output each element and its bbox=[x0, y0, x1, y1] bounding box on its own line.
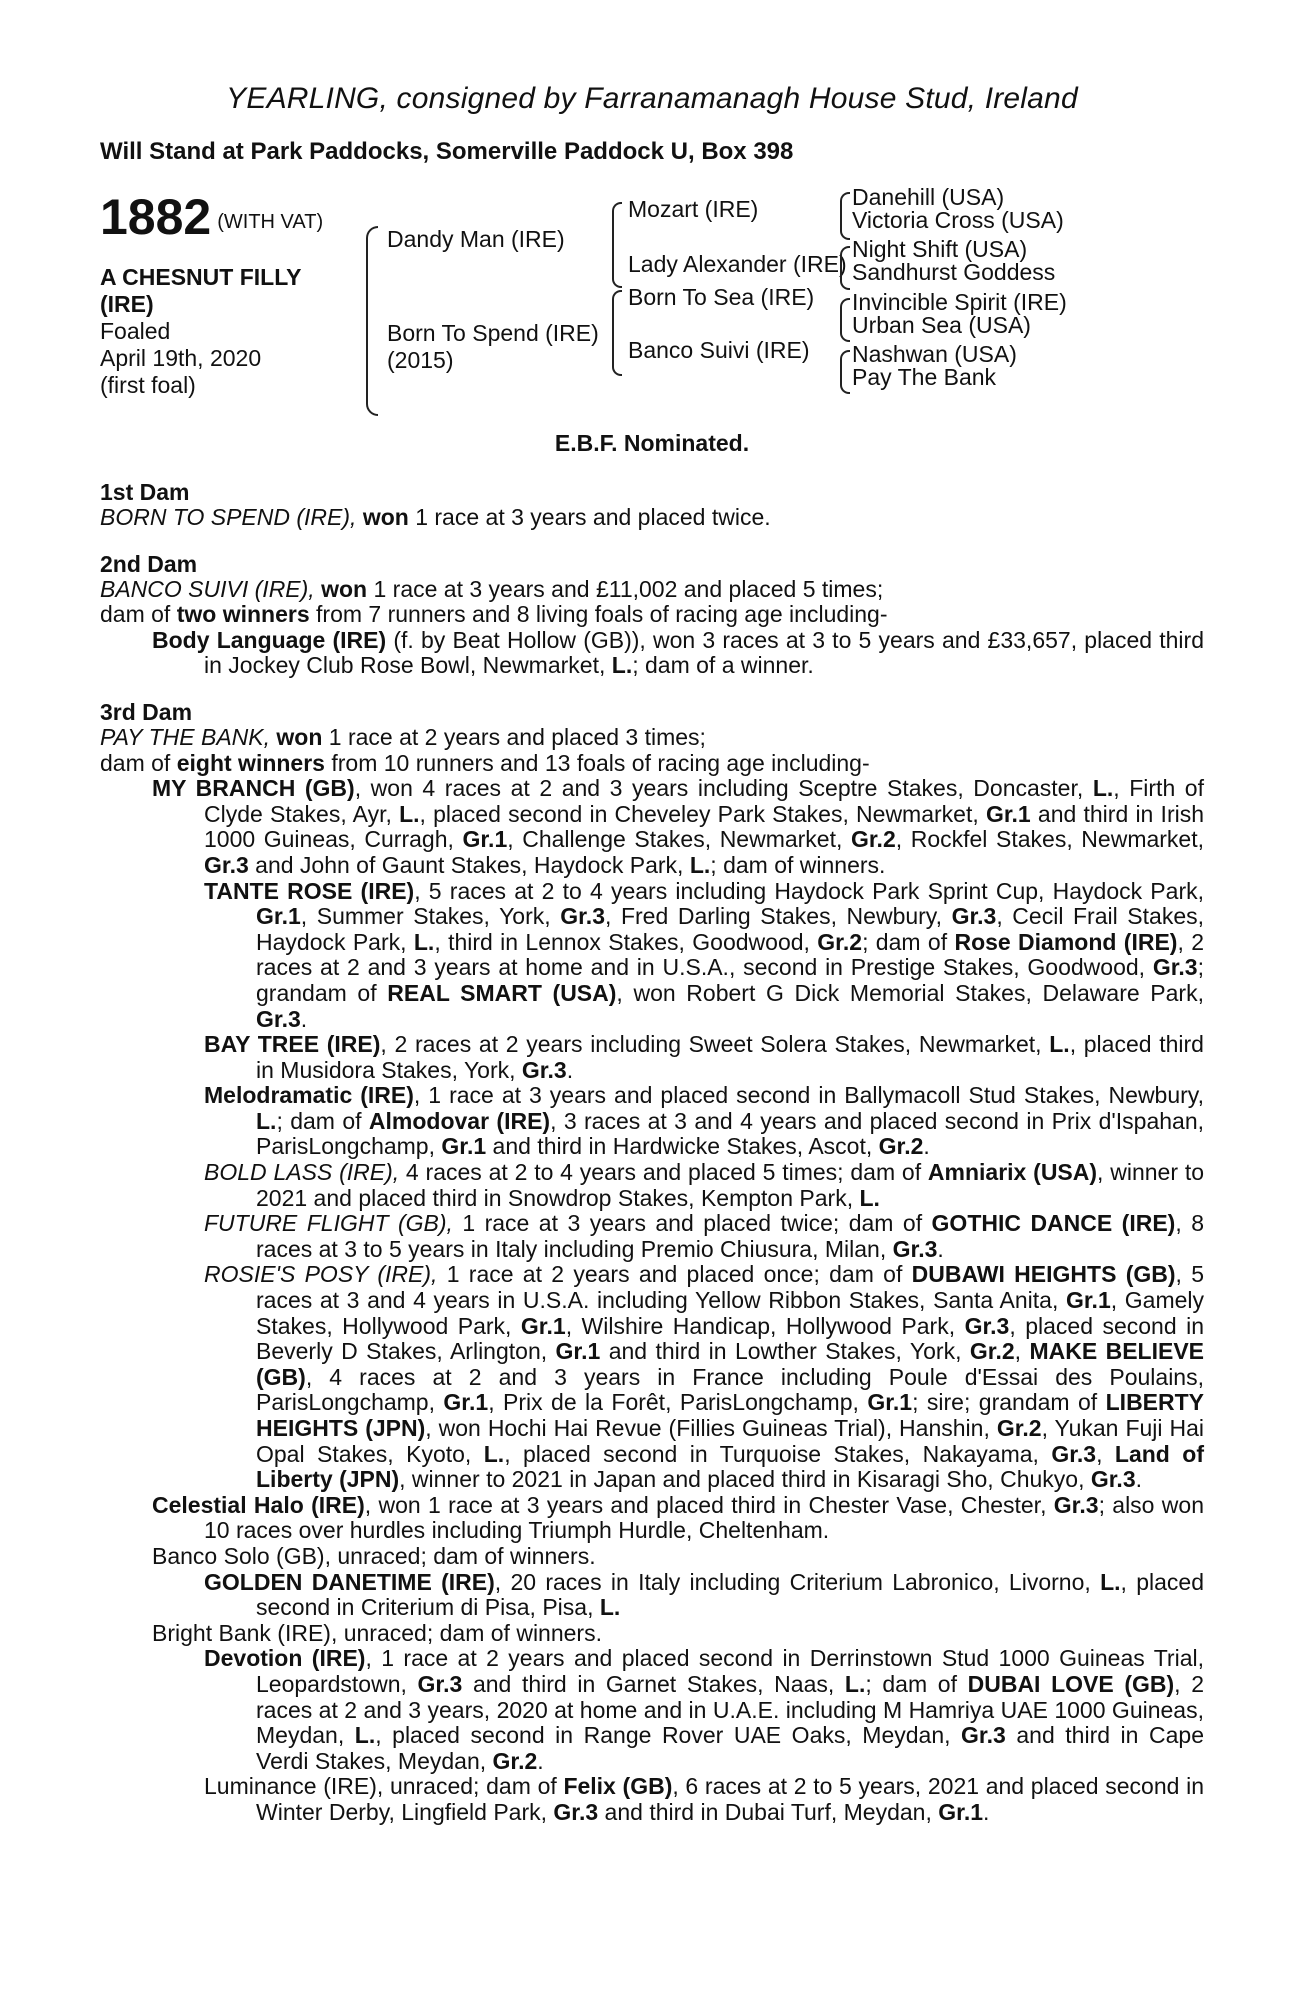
vat-note: (WITH VAT) bbox=[217, 211, 324, 233]
g-brace-3 bbox=[840, 298, 850, 342]
produce-celestial-halo: Celestial Halo (IRE), won 1 race at 3 years and placed third in Chester Vase, Chester, Gr.3; also won 10 races over hurdles including Triumph Hurdle, Cheltenham. bbox=[152, 1491, 1204, 1544]
produce-my-branch: MY BRANCH (GB), won 4 races at 2 and 3 years including Sceptre Stakes, Doncaster, L., Firth of Clyde Stakes, Ayr, L., placed second in Cheveley Park Stakes, Newmarket, Gr.1 and third in Irish 1000 Guineas, Curragh, Gr.1, Challenge Stakes, Newmarket, Gr.2, Rockfel Stakes, Newmarket, Gr.3 and John of Gaunt Stakes, Haydock Park, L.; dam of winners. bbox=[152, 775, 1204, 878]
lot-sex: A CHESNUT FILLY bbox=[100, 264, 302, 290]
dam-year: (2015) bbox=[387, 347, 454, 373]
granddam-4: Pay The Bank bbox=[852, 364, 997, 390]
foaled-label: Foaled bbox=[100, 318, 171, 344]
first-dam-text: BORN TO SPEND (IRE), won 1 race at 3 years and placed twice. bbox=[100, 504, 771, 530]
produce-devotion: Devotion (IRE), 1 race at 2 years and placed second in Derrinstown Stud 1000 Guineas Trial, Leopardstown, Gr.3 and third in Garnet Stakes, Naas, L.; dam of DUBAI LOVE (GB), 2 races at 2 and 3 years, 2020 at home and in U.A.E. including M Hamriya UAE 1000 Guineas, Meydan, L., placed second in Range Rover UAE Oaks, Meydan, Gr.3 and third in Cape Verdi Stakes, Meydan, Gr.2. bbox=[204, 1645, 1204, 1774]
granddam-1: Victoria Cross (USA) bbox=[852, 207, 1064, 233]
grandsire-3: Invincible Spirit (IRE) bbox=[852, 289, 1067, 315]
sire-brace bbox=[612, 202, 622, 288]
pedigree-brace bbox=[366, 226, 378, 416]
produce-tante-rose: TANTE ROSE (IRE), 5 races at 2 to 4 years including Haydock Park Sprint Cup, Haydock Park, Gr.1, Summer Stakes, York, Gr.3, Fred Darling Stakes, Newbury, Gr.3, Cecil Frail Stakes, Haydock Park, L., third in Lennox Stakes, Goodwood, Gr.2; dam of Rose Diamond (IRE), 2 races at 2 and 3 years at home and in U.S.A., second in Prestige Stakes, Goodwood, Gr.3; grandam of REAL SMART (USA), won Robert G Dick Memorial Stakes, Delaware Park, Gr.3. bbox=[204, 877, 1205, 1032]
second-dam-produce-summary: dam of two winners from 7 runners and 8 living foals of racing age including- bbox=[100, 601, 888, 628]
sire-sire: Mozart (IRE) bbox=[628, 196, 759, 222]
foaled-date: April 19th, 2020 bbox=[100, 345, 262, 371]
produce-luminance: Luminance (IRE), unraced; dam of Felix (GB), 6 races at 2 to 5 years, 2021 and placed second in Winter Derby, Lingfield Park, Gr.3 and third in Dubai Turf, Meydan, Gr.1. bbox=[204, 1773, 1204, 1825]
produce-body-language: Body Language (IRE) (f. by Beat Hollow (GB)), won 3 races at 3 to 5 years and £33,657, placed third in Jockey Club Rose Bowl, Newmarket, L.; dam of a winner. bbox=[152, 626, 1204, 679]
dam-sire: Born To Sea (IRE) bbox=[628, 284, 815, 310]
dam-brace bbox=[612, 290, 622, 376]
g-brace-4 bbox=[840, 350, 850, 394]
sire-dam: Lady Alexander (IRE) bbox=[628, 251, 847, 277]
grandsire-2: Night Shift (USA) bbox=[852, 236, 1028, 262]
third-dam-heading: 3rd Dam bbox=[100, 698, 193, 725]
catalogue-page bbox=[100, 82, 1204, 1826]
g-brace-1 bbox=[840, 192, 850, 240]
granddam-3: Urban Sea (USA) bbox=[852, 312, 1031, 338]
produce-future-flight: FUTURE FLIGHT (GB), 1 race at 3 years and placed twice; dam of GOTHIC DANCE (IRE), 8 races at 3 to 5 years in Italy including Premio Chiusura, Milan, Gr.3. bbox=[204, 1210, 1204, 1262]
foal-note: (first foal) bbox=[100, 372, 196, 398]
produce-melodramatic: Melodramatic (IRE), 1 race at 3 years and placed second in Ballymacoll Stud Stakes, Newbury, L.; dam of Almodovar (IRE), 3 races at 3 and 4 years and placed second in Prix d'Ispahan, ParisLongchamp, Gr.1 and third in Hardwicke Stakes, Ascot, Gr.2. bbox=[204, 1082, 1205, 1160]
third-dam-produce-summary: dam of eight winners from 10 runners and 13 foals of racing age including- bbox=[100, 749, 870, 776]
lot-info bbox=[100, 190, 360, 399]
produce-bay-tree: BAY TREE (IRE), 2 races at 2 years including Sweet Solera Stakes, Newmarket, L., placed third in Musidora Stakes, York, Gr.3. bbox=[204, 1031, 1204, 1083]
dam-name: Born To Spend (IRE) bbox=[387, 320, 599, 346]
third-dam-text: PAY THE BANK, won 1 race at 2 years and placed 3 times; bbox=[100, 723, 706, 750]
g-brace-2 bbox=[840, 246, 850, 290]
lot-country: (IRE) bbox=[100, 291, 154, 317]
sire-name: Dandy Man (IRE) bbox=[387, 226, 565, 252]
grandsire-1: Danehill (USA) bbox=[852, 184, 1005, 210]
produce-banco-solo: Banco Solo (GB), unraced; dam of winners. bbox=[152, 1542, 596, 1569]
produce-rosies-posy: ROSIE'S POSY (IRE), 1 race at 2 years and placed once; dam of DUBAWI HEIGHTS (GB), 5 races at 3 and 4 years in U.S.A. including Yellow Ribbon Stakes, Santa Anita, Gr.1, Gamely Stakes, Hollywood Park, Gr.1, Wilshire Handicap, Hollywood Park, Gr.3, placed second in Beverly D Stakes, Arlington, Gr.1 and third in Lowther Stakes, York, Gr.2, MAKE BELIEVE (GB), 4 races at 2 and 3 years in France including Poule d'Essai des Poulains, ParisLongchamp, Gr.1, Prix de la Forêt, ParisLongchamp, Gr.1; sire; grandam of LIBERTY HEIGHTS (JPN), won Hochi Hai Revue (Fillies Guineas Trial), Hanshin, Gr.2, Yukan Fuji Hai Opal Stakes, Kyoto, L., placed second in Turquoise Stakes, Nakayama, Gr.3, Land of Liberty (JPN), winner to 2021 in Japan and placed third in Kisaragi Sho, Chukyo, Gr.3. bbox=[204, 1261, 1205, 1493]
produce-golden-danetime: GOLDEN DANETIME (IRE), 20 races in Italy including Criterium Labronico, Livorno, L., placed second in Criterium di Pisa, Pisa, L. bbox=[204, 1568, 1204, 1621]
page-title: YEARLING, consigned by Farranamanagh House Stud, Ireland bbox=[226, 82, 1078, 115]
second-dam-text: BANCO SUIVI (IRE), won 1 race at 3 years and £11,002 and placed 5 times; bbox=[100, 575, 884, 602]
produce-bright-bank: Bright Bank (IRE), unraced; dam of winners. bbox=[152, 1619, 602, 1646]
dam-dam: Banco Suivi (IRE) bbox=[628, 337, 810, 363]
pedigree-table bbox=[100, 184, 1204, 422]
second-dam-heading: 2nd Dam bbox=[100, 550, 198, 577]
grandsire-4: Nashwan (USA) bbox=[852, 341, 1017, 367]
granddam-2: Sandhurst Goddess bbox=[852, 259, 1056, 285]
ebf-nominated: E.B.F. Nominated. bbox=[554, 430, 750, 456]
lot-number: 1882 bbox=[100, 189, 212, 245]
produce-bold-lass: BOLD LASS (IRE), 4 races at 2 to 4 years and placed 5 times; dam of Amniarix (USA), winner to 2021 and placed third in Snowdrop Stakes, Kempton Park, L. bbox=[204, 1159, 1204, 1211]
first-dam-heading: 1st Dam bbox=[100, 479, 190, 505]
stand-location: Will Stand at Park Paddocks, Somerville Paddock U, Box 398 bbox=[100, 138, 794, 165]
